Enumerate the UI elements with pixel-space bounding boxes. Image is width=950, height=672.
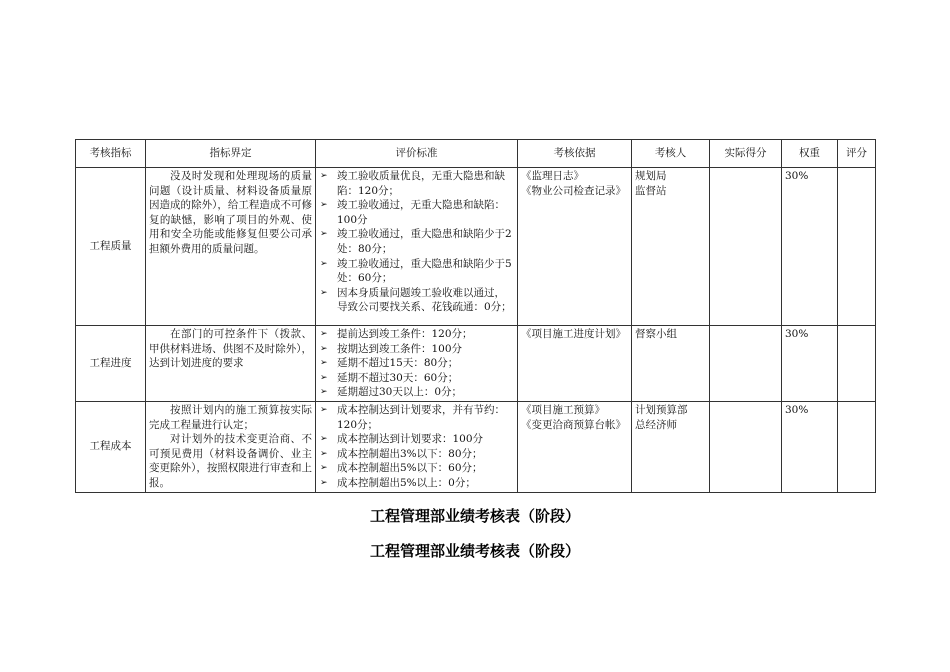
definition-cell — [146, 326, 316, 402]
criteria-item — [319, 403, 514, 432]
basis-line: 《物业公司检查记录》 — [521, 184, 626, 197]
criteria-item — [319, 356, 514, 371]
arrowhead-bullet-icon: ➢ — [320, 329, 328, 339]
actual-score-cell — [710, 326, 782, 402]
criteria-item — [319, 461, 514, 476]
header-weight: 权重 — [782, 140, 838, 168]
table-header-row — [76, 140, 876, 168]
actual-score-cell — [710, 401, 782, 492]
criteria-item — [319, 286, 514, 315]
table-body — [76, 168, 876, 493]
header-criteria: 评价标准 — [316, 140, 518, 168]
metric-cell: 工程成本 — [76, 401, 146, 492]
basis-cell — [518, 401, 632, 492]
header-metric: 考核指标 — [76, 140, 146, 168]
criteria-text: 因本身质量问题竣工验收难以通过，导致公司要找关系、花钱疏通：0分； — [337, 286, 512, 314]
table-row — [76, 401, 876, 492]
definition-paragraph: 在部门的可控条件下（拨款、甲供材料进场、供图不及时除外），达到计划进度的要求 — [149, 328, 312, 370]
definition-paragraph: 对计划外的技术变更洽商、不可预见费用（材料设备调价、业主变更除外），按照权限进行审查和上报。 — [149, 433, 312, 489]
table-row — [76, 168, 876, 326]
arrowhead-bullet-icon: ➢ — [320, 171, 328, 181]
score-cell — [838, 401, 876, 492]
metric-cell: 工程质量 — [76, 168, 146, 326]
assessor-cell — [632, 168, 710, 326]
criteria-text: 成本控制达到计划要求，并有节约：120分； — [337, 403, 505, 431]
arrowhead-bullet-icon: ➢ — [320, 343, 328, 354]
criteria-text: 按期达到竣工条件：100分 — [337, 342, 463, 355]
score-cell — [838, 168, 876, 326]
definition-cell — [146, 168, 316, 326]
basis-line: 《监理日志》 — [521, 170, 584, 182]
assessor-line: 规划局 — [635, 170, 667, 182]
criteria-item — [319, 385, 514, 400]
arrowhead-bullet-icon: ➢ — [320, 287, 328, 298]
criteria-item — [319, 447, 514, 462]
criteria-text: 成本控制超出5%以下：60分； — [337, 462, 483, 475]
weight-cell: 30% — [782, 326, 838, 402]
criteria-cell — [316, 168, 518, 326]
assessor-line: 总经济师 — [635, 418, 677, 431]
criteria-list — [319, 403, 514, 491]
criteria-cell — [316, 326, 518, 402]
assessor-cell — [632, 326, 710, 402]
criteria-text: 成本控制达到计划要求：100分 — [337, 433, 484, 446]
criteria-text: 延期不超过30天：60分； — [337, 371, 459, 384]
criteria-item — [319, 198, 514, 227]
criteria-text: 竣工验收通过，重大隐患和缺陷少于5处：60分； — [337, 257, 512, 285]
arrowhead-bullet-icon: ➢ — [320, 448, 328, 459]
actual-score-cell — [710, 168, 782, 326]
arrowhead-bullet-icon: ➢ — [320, 358, 328, 369]
header-assessor: 考核人 — [632, 140, 710, 168]
arrowhead-bullet-icon: ➢ — [320, 372, 328, 383]
criteria-item — [319, 432, 514, 447]
arrowhead-bullet-icon: ➢ — [320, 387, 328, 398]
criteria-cell — [316, 401, 518, 492]
criteria-text: 提前达到竣工条件：120分； — [337, 328, 473, 340]
arrowhead-bullet-icon: ➢ — [320, 463, 328, 474]
basis-cell — [518, 326, 632, 402]
basis-line: 《变更洽商预算台帐》 — [521, 418, 626, 431]
criteria-item — [319, 371, 514, 386]
arrowhead-bullet-icon: ➢ — [320, 434, 328, 445]
arrowhead-bullet-icon: ➢ — [320, 258, 328, 269]
basis-line: 《项目施工进度计划》 — [521, 328, 626, 340]
header-definition: 指标界定 — [146, 140, 316, 168]
header-score: 评分 — [838, 140, 876, 168]
assessment-table — [75, 139, 876, 493]
criteria-item — [319, 169, 514, 198]
criteria-text: 成本控制超出5%以上：0分； — [337, 476, 476, 489]
criteria-item — [319, 476, 514, 491]
score-cell — [838, 326, 876, 402]
definition-paragraph: 按照计划内的施工预算按实际完成工程量进行认定； — [149, 403, 312, 431]
criteria-text: 竣工验收质量优良，无重大隐患和缺陷：120分； — [337, 170, 505, 197]
metric-cell: 工程进度 — [76, 326, 146, 402]
criteria-text: 延期超过30天以上：0分； — [337, 386, 463, 399]
definition-cell — [146, 401, 316, 492]
assessor-cell — [632, 401, 710, 492]
basis-cell — [518, 168, 632, 326]
table-row — [76, 326, 876, 402]
weight-cell: 30% — [782, 168, 838, 326]
criteria-text: 竣工验收通过，重大隐患和缺陷少于2处：80分； — [337, 228, 512, 255]
arrowhead-bullet-icon: ➢ — [320, 200, 328, 211]
header-basis: 考核依据 — [518, 140, 632, 168]
assessor-line: 计划预算部 — [635, 403, 688, 416]
arrowhead-bullet-icon: ➢ — [320, 477, 328, 488]
header-actual-score: 实际得分 — [710, 140, 782, 168]
arrowhead-bullet-icon: ➢ — [320, 229, 328, 240]
assessor-line: 督察小组 — [635, 328, 677, 340]
criteria-item — [319, 257, 514, 286]
criteria-text: 成本控制超出3%以下：80分； — [337, 447, 483, 460]
assessor-line: 监督站 — [635, 184, 667, 197]
page-caption: 工程管理部业绩考核表（阶段） — [369, 542, 580, 560]
criteria-item — [319, 342, 514, 357]
basis-line: 《项目施工预算》 — [521, 403, 605, 416]
criteria-item — [319, 227, 514, 256]
criteria-text: 竣工验收通过，无重大隐患和缺陷：100分 — [337, 199, 505, 226]
criteria-text: 延期不超过15天：80分； — [337, 357, 459, 370]
criteria-item — [319, 327, 514, 342]
page-caption: 工程管理部业绩考核表（阶段） — [369, 507, 580, 525]
definition-paragraph: 没及时发现和处理现场的质量问题（设计质量、材料设备质量原因造成的除外），给工程造成不可修复的缺憾，影响了项目的外观、使用和安全功能或能修复但要公司承担额外费用的质量问题。 — [149, 170, 312, 255]
criteria-list — [319, 169, 514, 315]
weight-cell: 30% — [782, 401, 838, 492]
arrowhead-bullet-icon: ➢ — [320, 404, 328, 415]
criteria-list — [319, 327, 514, 400]
